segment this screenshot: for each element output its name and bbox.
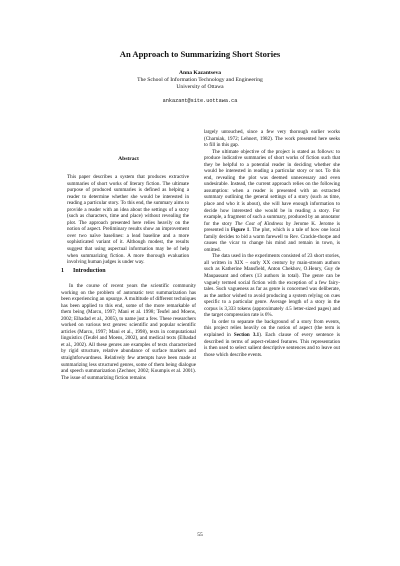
- abstract-text: This paper describes a system that produces extractive summaries of short works of literary fiction. The ultimate purpose of produced summaries is defined as helping a reader to determine whether she would be interested in reading a particular story. To this end, the summary aims to provide a reader with an idea about the settings of a story (such as characters, time and place) without revealing the plot. The approach presented here relies heavily on the notion of aspect. Preliminary results show an improvement over two naïve baselines: a lead baseline and a more sophisticated variant of it. Although modest, the results suggest that using aspectual information may be of help when summarizing fiction. A more thorough evaluation involving human judges is under way.: [67, 174, 189, 266]
- abstract-heading: Abstract: [118, 156, 139, 162]
- story-title: The Cost of Kindness: [234, 220, 283, 227]
- right-paragraph-4: [204, 319, 340, 358]
- figure-reference: Figure 1: [230, 227, 250, 234]
- right-paragraph-2: [204, 149, 340, 254]
- right-column: [204, 129, 340, 358]
- para2-text-c: . The plot, which is a tale of how one local family decides to bid a warm farewell to Rev. Crackle-thorpe and causes the vicar to change his mind and remain in town, is omitted.: [204, 227, 340, 253]
- introduction-body: [61, 283, 196, 381]
- author-email: ankazant@site.uottawa.ca: [162, 98, 238, 104]
- section-number: 1: [61, 268, 64, 274]
- intro-paragraph-1: In the course of recent years the scientific community working on the problem of automatic text summarization has been experiencing an upsurge. A multitude of different techniques has been applied to this end, some of the more remarkable of them being (Marcu, 1997; Mani et al. 1998; Teufel and Moens, 2002; Elhadad et al., 2005), to name just a few. These researchers worked on various text genres: scientific and popular scientific articles (Marcu, 1997; Mani et al., 1998), texts in computational linguistics (Teufel and Moens, 2002), and medical texts (Elhadad et al., 2002). All these genres are examples of texts characterized by rigid structure, relative abundance of surface markers and straightforwardness. Relatively few attempts have been made at summarizing less structured genres, some of them being dialogue and speech summarization (Zechner, 2002; Koumpis et al. 2001). The issue of summarizing fiction remains: [61, 283, 196, 381]
- para4-text-b: ). Each clause of every sentence is described in terms of aspect-related features. This representation is then used to select salient descriptive sentences and to leave out those which describe events.: [204, 331, 340, 358]
- section-heading: [61, 268, 106, 275]
- para2-text-a: The ultimate objective of the project is stated as follows: to produce indicative summaries of short works of fiction such that they be helpful to a potential reader in deciding whether she would be interested in reading a particular story or not. To this end, revealing the plot was deemed unnecessary and even undesirable. Instead, the current approach relies on the following assumption: when a reader is presented with an extracted summary outlining the general settings of a story (such as time, place and who it is about), she will have enough information to decide how interested she would be in reading a story. For example, a fragment of such a summary, produced by an annotator for the story: [204, 148, 340, 227]
- section-title: Introduction: [73, 268, 106, 274]
- author-name: Anna Kazantseva: [178, 70, 222, 76]
- page-number: 55: [197, 532, 203, 538]
- right-paragraph-1: largely untouched, since a few very thorough earlier works (Charniak, 1972; Lehnert, 1982). The work presented here seeks to fill in this gap.: [204, 129, 340, 149]
- affiliation-line-2: University of Ottawa: [176, 84, 224, 90]
- affiliation-line-1: The School of Information Technology and Engineering: [137, 77, 263, 83]
- right-paragraph-3: The data used in the experiments consisted of 23 short stories, all written in XIX – early XX century by main-stream authors such as Katherine Mansfield, Anton Chekhov, O.Henry, Guy de Maupassant and others (13 authors in total). The genre can be vaguely termed social fiction with the exception of a few fairy-tales. Such vagueness as far as genre is concerned was deliberate, as the author wished to avoid producing a system relying on cues specific to a particular genre. Average length of a story in the corpus is 3,333 tokens (approximately 4.5 letter-sized pages) and the target compression rate is 6%.: [204, 253, 340, 319]
- paper-title: An Approach to Summarizing Short Stories: [119, 49, 281, 59]
- para4-text-a: In order to separate the background of a story from events, this project relies heavily on the notion of aspect (the term is explained in: [204, 318, 340, 338]
- para2-text-b: by Jerome K. Jerome is presented in: [204, 220, 341, 234]
- section-reference: Section 3.1: [233, 331, 260, 338]
- abstract-body: [67, 174, 189, 266]
